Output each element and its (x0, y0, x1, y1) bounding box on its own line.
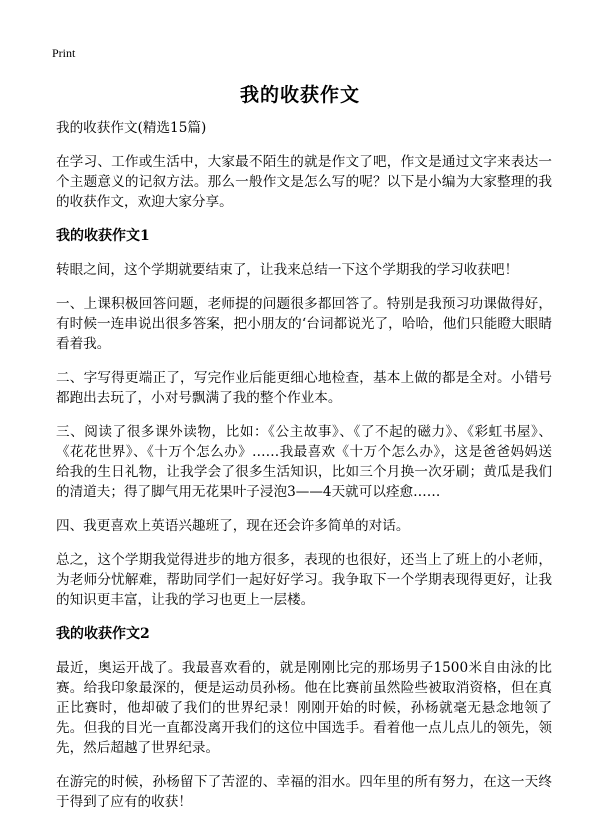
section-1-paragraph: 转眼之间，这个学期就要结束了，让我来总结一下这个学期我的学习收获吧！ (56, 262, 519, 278)
print-link[interactable]: Print (52, 46, 76, 60)
section-2-heading: 我的收获作文2 (56, 626, 150, 642)
article-subtitle: 我的收获作文(精选15篇) (56, 120, 207, 136)
section-1-paragraph: 总之，这个学期我觉得进步的地方很多，表现的也很好，还当上了班上的小老师，为老师分忧解难，帮助同学们一起好好学习。我争取下一个学期表现得更好，让我的知识更丰富，让我的学习也更上一层楼。 (56, 552, 552, 608)
article-body (56, 118, 552, 826)
section-1-paragraph: 四、我更喜欢上英语兴趣班了，现在还会许多简单的对话。 (56, 518, 410, 534)
section-2-paragraph: 最近，奥运开战了。我最喜欢看的，就是刚刚比完的那场男子1500米自由泳的比赛。给我印象最深的，便是运动员孙杨。他在比赛前虽然险些被取消资格，但在真正比赛时，他却破了我们的世界纪录！刚刚开始的时候，孙杨就毫无悬念地领了先。但我的目光一直都没离开我们的这位中国选手。看着他一点儿点儿的领先，领先，然后超越了世界纪录。 (56, 660, 552, 756)
section-1-heading: 我的收获作文1 (56, 228, 150, 244)
page-title: 我的收获作文 (239, 84, 360, 106)
section-2-paragraph: 在游完的时候，孙杨留下了苦涩的、幸福的泪水。四年里的所有努力，在这一天终于得到了应有的收获！ (56, 774, 552, 810)
section-1-paragraph: 三、阅读了很多课外读物，比如：《公主故事》、《了不起的磁力》、《彩虹书屋》、《花花世界》、《十万个怎么办》……我最喜欢《十万个怎么办》，这是爸爸妈妈送给我的生日礼物，让我学会了很多生活知识，比如三个月换一次牙刷；黄瓜是我们的清道夫；得了脚气用无花果叶子浸泡3——4天就可以痊愈…… (56, 424, 552, 500)
intro-paragraph: 在学习、工作或生活中，大家最不陌生的就是作文了吧，作文是通过文字来表达一个主题意义的记叙方法。那么一般作文是怎么写的呢？以下是小编为大家整理的我的收获作文，欢迎大家分享。 (56, 154, 552, 210)
section-1-paragraph: 二、字写得更端正了，写完作业后能更细心地检查，基本上做的都是全对。小错号都跑出去玩了，小对号飘满了我的整个作业本。 (56, 370, 552, 406)
section-1-paragraph: 一、上课积极回答问题，老师提的问题很多都回答了。特别是我预习功课做得好，有时候一连串说出很多答案，把小朋友的‘台词都说光了，哈哈，他们只能瞪大眼睛看着我。 (56, 296, 552, 352)
